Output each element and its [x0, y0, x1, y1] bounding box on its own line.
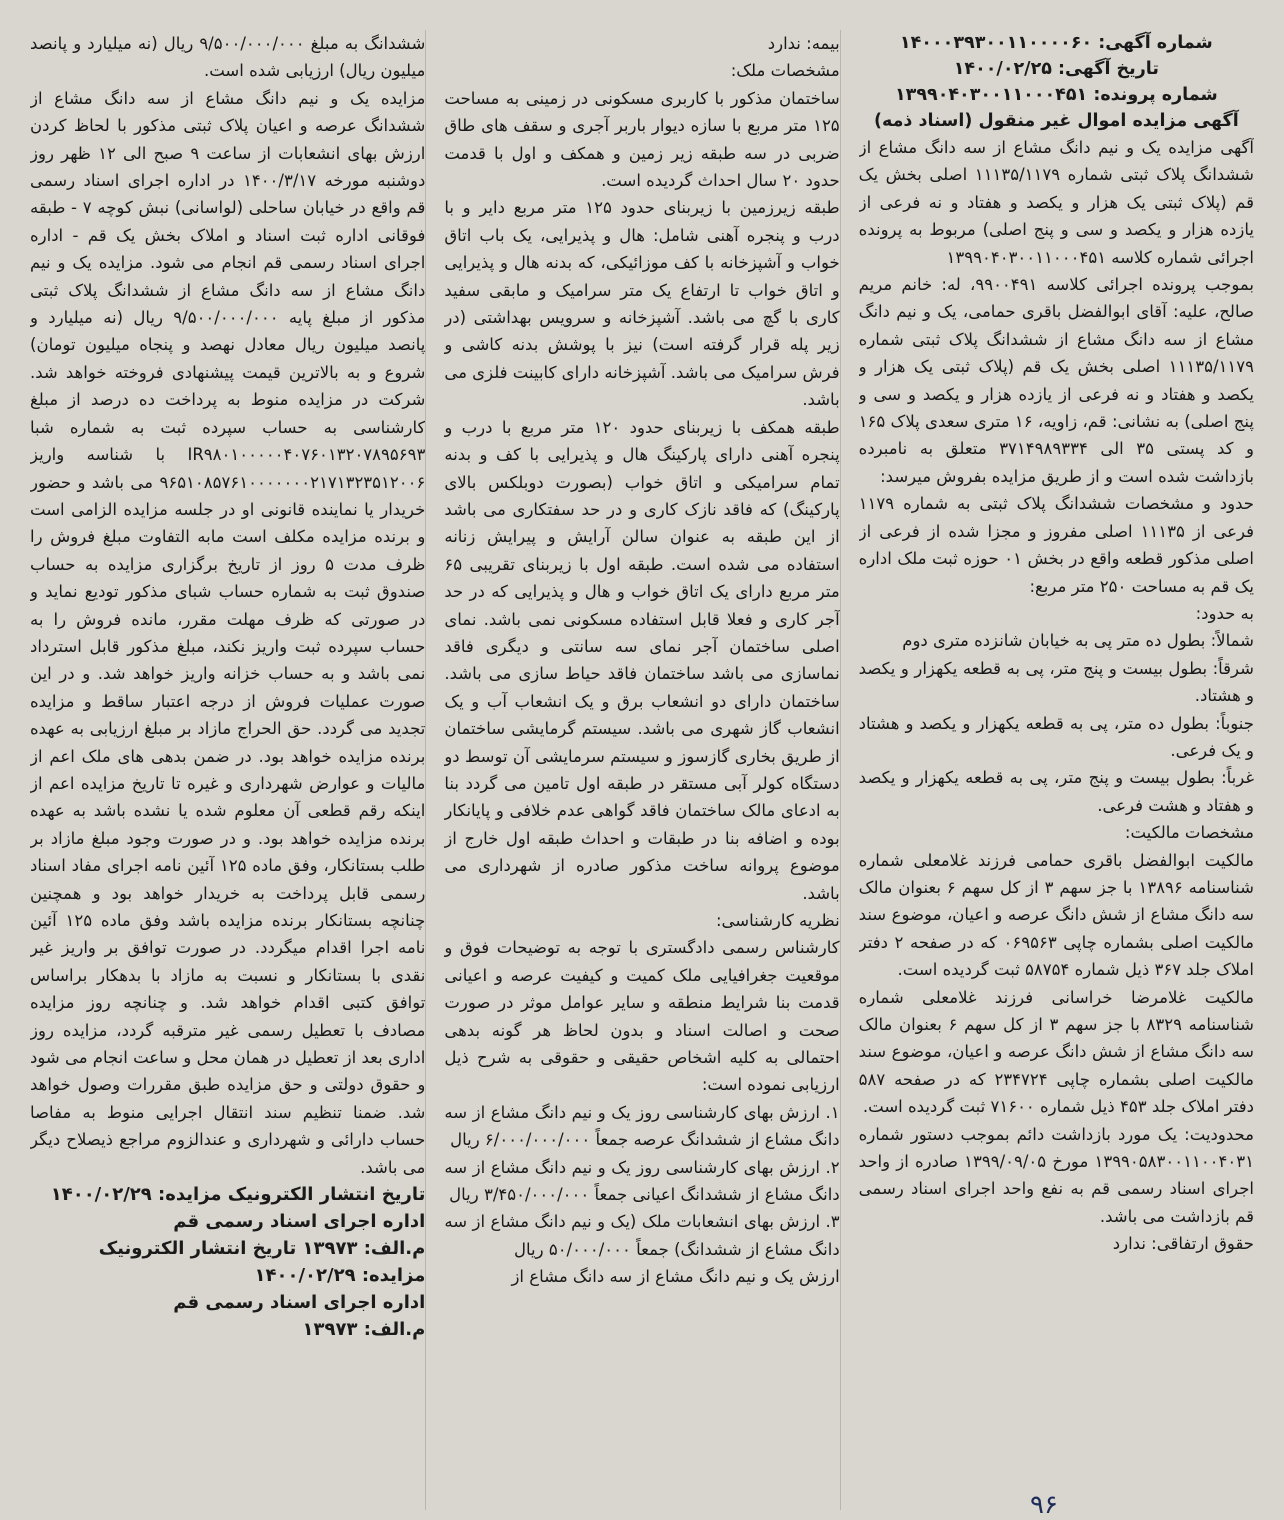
paragraph: کارشناس رسمی دادگستری با توجه به توضیحات فوق و موقعیت جغرافیایی ملک کمیت و کیفیت عرصه و اعیانی قدمت بنا شرایط منطقه و سایر عوامل موثر در صورت صحت و اصالت اسناد و بدون لحاظ هر گونه بدهی احتمالی به کلیه اشخاص حقیقی و حقوقی به شرح ذیل ارزیابی نموده است:: [444, 938, 840, 1095]
handwritten-mark: ۹۶: [1030, 1490, 1058, 1520]
paragraph: مالکیت غلامرضا خراسانی فرزند غلامعلی شماره شناسنامه ۸۳۲۹ با جز سهم ۳ از کل سهم ۶ بعنوان مالک سه دانگ مشاع از شش دانگ عرصه و اعیان، موضوع سند مالکیت اصلی بشماره چاپی ۲۳۴۷۲۴ که در صفحه ۵۸۷ دفتر املاک جلد ۴۵۳ ذیل شماره ۷۱۶۰۰ ثبت گردیده است.: [858, 987, 1254, 1117]
ad-date: تاریخ آگهی: ۱۴۰۰/۰۲/۲۵: [953, 59, 1159, 79]
paragraph: ۳. ارزش بهای انشعابات ملک (یک و نیم دانگ مشاع از سه دانگ مشاع از ششدانگ) جمعاً ۵۰/۰۰۰/۰۰۰ ریال: [444, 1212, 840, 1259]
paragraph: آگهی مزایده یک و نیم دانگ مشاع از سه دانگ مشاع از ششدانگ پلاک ثبتی شماره ۱۱۱۳۵/۱۱۷۹ اصلی بخش یک قم (پلاک ثبتی یک هزار و یکصد و هفتاد و نه فرعی از یازده هزار و یکصد و سی و پنج اصلی) مربوط به پرونده اجرائی شماره کلاسه ۱۳۹۹۰۴۰۳۰۰۱۱۰۰۰۴۵۱: [858, 138, 1254, 267]
paragraph: طبقه همکف با زیربنای حدود ۱۲۰ متر مربع با درب و پنجره آهنی دارای پارکینگ هال و پذیرایی با کف و بدنه تمام سرامیکی و اتاق خواب (بصورت دوبلکس بالای پارکینگ) که فاقد نازک کاری و در حد سفتکاری می باشد از این طبقه به عنوان سالن آرایش و پیرایش زنانه استفاده می شده است. طبقه اول با زیربنای تقریبی ۶۵ متر مربع دارای یک اتاق خواب و هال و پذیرایی که در حد آجر کاری و فعلا قابل استفاده مسکونی نمی باشد. نمای اصلی ساختمان آجر نمای سه سانتی و دیگری فاقد نماسازی می باشد ساختمان فاقد حیاط سازی می باشد. ساختمان دارای دو انشعاب برق و یک انشعاب آب و یک انشعاب گاز شهری می باشد. سیستم گرمایشی ساختمان از طریق بخاری گازسوز و سیستم سرمایشی آن توسط دو دستگاه کولر آبی مستقر در طبقه اول تامین می گردد بنا به ادعای مالک ساختمان فاقد گواهی عدم خلافی و پایانکار بوده و اضافه بنا در طبقات و احداث طبقه اول خارج از موضوع پروانه ساخت مذکور صادره از شهرداری می باشد.: [444, 417, 840, 903]
paragraph: مزایده یک و نیم دانگ مشاع از سه دانگ مشاع از ششدانگ عرصه و اعیان پلاک ثبتی مذکور با لحاظ کردن ارزش بهای انشعابات از ساعت ۹ صبح الی ۱۲ ظهر روز دوشنبه مورخه ۱۴۰۰/۳/۱۷ در اداره اجرای اسناد رسمی قم واقع در خیابان ساحلی (لواسانی) نبش کوچه ۷ - طبقه فوقانی اداره ثبت اسناد و املاک بخش یک قم - اداره اجرای اسناد رسمی قم انجام می شود. مزایده یک و نیم دانگ مشاع از سه دانگ مشاع از ششدانگ پلاک ثبتی مذکور از مبلغ پایه ۹/۵۰۰/۰۰۰/۰۰۰ ریال (نه میلیارد و پانصد میلیون ریال معادل نهصد و پنجاه میلیون تومان) شروع و به بالاترین قیمت پیشنهادی فروخته خواهد شد. شرکت در مزایده منوط به پرداخت ده درصد از مبلغ کارشناسی به حساب سپرده ثبت به شماره شبا IR۹۸۰۱۰۰۰۰۰۴۰۷۶۰۱۳۲۰۷۸۹۵۶۹۳ با شناسه واریز ۹۶۵۱۰۸۵۷۶۱۰۰۰۰۰۰۰۲۱۷۱۳۲۳۵۱۲۰۰۶ می باشد و حضور خریدار یا نماینده قانونی او در جلسه مزایده الزامی است و برنده مزایده مکلف است مابه التفاوت مبلغ فروش را ظرف مدت ۵ روز از تاریخ برگزاری مزایده به حساب صندوق ثبت به شماره حساب شبای مذکور تودیع نماید و در صورتی که ظرف مهلت مقرر، مانده فروش را به حساب سپرده ثبت واریز نکند، مبلغ مذکور قابل استرداد نمی باشد و به حساب خزانه واریز خواهد شد. و در این صورت عملیات فروش از درجه اعتبار ساقط و مزایده تجدید می گردد. حق الحراج مازاد بر مبلغ ارزیابی به عهده برنده مزایده خواهد بود. در ضمن بدهی های ملک اعم از مالیات و عوارض شهرداری و غیره تا تاریخ مزایده اعم از اینکه رقم قطعی آن معلوم شده یا نشده باشد به عهده برنده مزایده خواهد بود. و در صورت وجود مبلغ مازاد بر طلب بستانکار، وفق ماده ۱۲۵ آئین نامه اجرای مفاد اسناد رسمی قابل پرداخت به خریدار خواهد بود و همچنین چنانچه بستانکار برنده مزایده باشد وفق ماده ۱۲۵ آئین نامه اجرا اقدام میگردد. در صورت توافق بر واریز غیر نقدی با بستانکار و نسبت به مازاد با بدهکار براساس توافق کتبی اقدام خواهد شد. و چنانچه روز مزایده مصادف با تعطیل رسمی غیر مترقبه گردد، مزایده روز اداری بعد از تعطیل در همان محل و ساعت انجام می شود و حقوق دولتی و حق مزایده طبق مقررات وصول خواهد شد. ضمنا تنظیم سند انتقال اجرایی منوط به مفاصا حساب دارائی و شهرداری و عندالزوم مراجع ذیصلاح دیگر می باشد.: [30, 88, 426, 1177]
paragraph: ساختمان مذکور با کاربری مسکونی در زمینی به مساحت ۱۲۵ متر مربع با سازه دیوار باربر آجری و سقف های طاق ضربی در سه طبقه زیر زمین و همکف و اول با قدمت حدود ۲۰ سال احداث گردیده است.: [444, 88, 840, 191]
ad-title: آگهی مزایده اموال غیر منقول (اسناد ذمه): [873, 111, 1239, 131]
middle-column: [444, 30, 840, 1510]
paragraph: حقوق ارتفاقی: ندارد: [1112, 1234, 1254, 1254]
left-column: [30, 30, 426, 1510]
section-heading: نظریه کارشناسی:: [715, 911, 840, 930]
case-number: شماره پرونده: ۱۳۹۹۰۴۰۳۰۰۱۱۰۰۰۴۵۱: [894, 85, 1218, 105]
footer-line: م.الف: ۱۳۹۷۳: [302, 1319, 426, 1341]
paragraph: غرباً: بطول بیست و پنج متر، پی به قطعه یکهزار و یکصد و هفتاد و هشت فرعی.: [858, 768, 1254, 815]
paragraph: شمالاً: بطول ده متر پی به خیابان شانزده متری دوم: [902, 631, 1254, 651]
paragraph: جنوباً: بطول ده متر، پی به قطعه یکهزار و یکصد و هشتاد و یک فرعی.: [858, 713, 1254, 760]
section-heading: مشخصات مالکیت:: [1124, 823, 1254, 843]
paragraph: ۲. ارزش بهای کارشناسی روز یک و نیم دانگ مشاع از سه دانگ مشاع از ششدانگ اعیانی جمعاً ۳/۴۵۰/۰۰۰/۰۰۰ ریال: [444, 1157, 840, 1205]
footer-line: م.الف: ۱۳۹۷۳ تاریخ انتشار الکترونیک: [98, 1238, 426, 1260]
paragraph: ۱. ارزش بهای کارشناسی روز یک و نیم دانگ مشاع از سه دانگ مشاع از ششدانگ عرصه جمعاً ۶/۰۰۰/۰۰۰/۰۰۰ ریال: [444, 1102, 840, 1150]
section-heading: مشخصات ملک:: [730, 61, 840, 81]
footer-line: مزایده: ۱۴۰۰/۰۲/۲۹: [254, 1265, 426, 1287]
paragraph: طبقه زیرزمین با زیربنای حدود ۱۲۵ متر مربع دایر و با درب و پنجره آهنی شامل: هال و پذیرایی، یک باب اتاق خواب و آشپزخانه با کف موزائیکی، که بدنه هال و پذیرایی و اتاق خواب تا ارتفاع یک متر سرامیک و مابقی سفید کاری با گچ می باشد. آشپزخانه و سرویس بهداشتی (در زیر پله قرار گرفته است) نیز با پوشش بدنه کاشی و فرش سرامیک می باشد. آشپزخانه دارای کابینت فلزی می باشد.: [444, 198, 840, 410]
paragraph: به حدود:: [1195, 603, 1254, 623]
footer-line: اداره اجرای اسناد رسمی قم: [173, 1211, 426, 1233]
paragraph: ششدانگ به مبلغ ۹/۵۰۰/۰۰۰/۰۰۰ ریال (نه میلیارد و پانصد میلیون ریال) ارزیابی شده است.: [30, 34, 426, 81]
footer-line: اداره اجرای اسناد رسمی قم: [173, 1292, 426, 1314]
paragraph: حدود و مشخصات ششدانگ پلاک ثبتی به شماره ۱۱۷۹ فرعی از ۱۱۱۳۵ اصلی مفروز و مجزا شده از فرعی از اصلی مذکور قطعه واقع در بخش ۰۱ حوزه ثبت ملک اداره یک قم به مساحت ۲۵۰ متر مربع:: [858, 494, 1254, 596]
paragraph: ارزش یک و نیم دانگ مشاع از سه دانگ مشاع از: [511, 1267, 840, 1287]
paragraph: محدودیت: یک مورد بازداشت دائم بموجب دستور شماره ۱۳۹۹۰۵۸۳۰۰۱۱۰۰۴۰۳۱ مورخ ۱۳۹۹/۰۹/۰۵ صادره از واحد اجرای اسناد رسمی قم به نفع واحد اجرای اسناد رسمی قم بازداشت می باشد.: [858, 1124, 1254, 1226]
ad-number: شماره آگهی: ۱۴۰۰۰۳۹۳۰۰۱۱۰۰۰۰۶۰: [899, 33, 1213, 53]
paragraph: بموجب پرونده اجرائی کلاسه ۹۹۰۰۴۹۱، له: خانم مریم صالح، علیه: آقای ابوالفضل باقری حمامی، یک و نیم دانگ مشاع از سه دانگ مشاع از ششدانگ پلاک ثبتی شماره ۱۱۱۳۵/۱۱۷۹ اصلی بخش یک قم (پلاک ثبتی یک هزار و یکصد و هفتاد و نه فرعی از یازده هزار و یکصد و سی و پنج اصلی) به نشانی: قم، زاویه، ۱۶ متری سعدی پلاک ۱۶۵ و کد پستی ۳۵ الی ۳۷۱۴۹۸۹۳۳۴ متعلق به نامبرده بازداشت شده است و از طریق مزایده بفروش میرسد:: [858, 275, 1254, 486]
right-column: [859, 30, 1254, 1510]
footer-line: تاریخ انتشار الکترونیک مزایده: ۱۴۰۰/۰۲/۲۹: [50, 1184, 426, 1206]
paragraph: مالکیت ابوالفضل باقری حمامی فرزند غلامعلی شماره شناسنامه ۱۳۸۹۶ با جز سهم ۳ از کل سهم ۶ بعنوان مالک سه دانگ مشاع از شش دانگ عرصه و اعیان، موضوع سند مالکیت اصلی بشماره چاپی ۰۶۹۵۶۳ که در صفحه ۲ دفتر املاک جلد ۳۶۷ ذیل شماره ۵۸۷۵۴ ثبت گردیده است.: [858, 850, 1254, 980]
paragraph: بیمه: ندارد: [767, 34, 840, 53]
paragraph: شرقاً: بطول بیست و پنج متر، پی به قطعه یکهزار و یکصد و هشتاد.: [858, 658, 1254, 706]
